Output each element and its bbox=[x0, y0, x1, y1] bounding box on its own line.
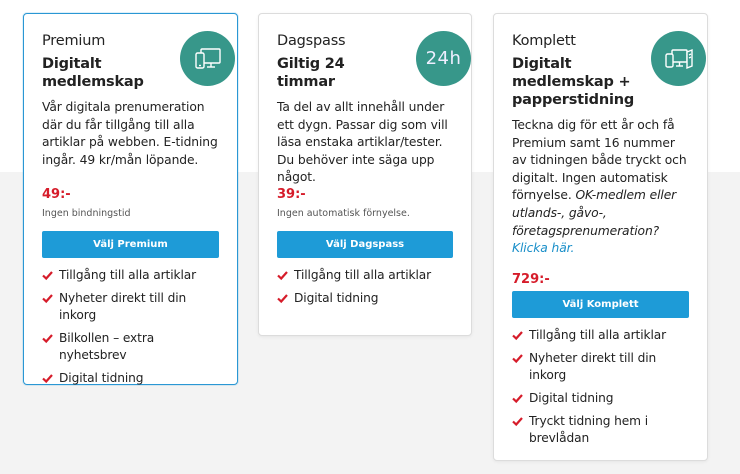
devices-and-paper-icon bbox=[651, 31, 706, 86]
feature-item: Tryckt tidning hem i brevlådan bbox=[512, 413, 689, 447]
feature-item: Digital tidning bbox=[277, 290, 453, 307]
plan-price: 49:- bbox=[42, 187, 71, 202]
choose-dagspass-button[interactable]: Välj Dagspass bbox=[277, 231, 453, 258]
plan-subtitle: Giltig 24 timmar bbox=[277, 56, 345, 90]
plan-subtitle: Digitalt medlemskap bbox=[42, 56, 144, 90]
feature-item: Tillgång till alla artiklar bbox=[277, 267, 453, 284]
feature-item: Tillgång till alla artiklar bbox=[42, 267, 219, 284]
plan-card-dagspass[interactable] bbox=[258, 13, 472, 336]
plan-card-komplett[interactable] bbox=[493, 13, 708, 461]
plan-note: Ingen automatisk förnyelse. bbox=[277, 208, 410, 219]
feature-item: Digital tidning bbox=[42, 370, 219, 387]
check-icon bbox=[42, 270, 53, 281]
plan-name: Premium bbox=[42, 33, 106, 49]
choose-premium-button[interactable]: Välj Premium bbox=[42, 231, 219, 258]
plan-card-premium[interactable] bbox=[23, 13, 238, 385]
feature-item: Tillgång till alla artiklar bbox=[512, 327, 689, 344]
plan-note: Ingen bindningstid bbox=[42, 208, 131, 219]
plan-price: 39:- bbox=[277, 187, 306, 202]
plan-subtitle: Digitalt medlemskap + papperstidning bbox=[512, 56, 635, 108]
check-icon bbox=[42, 293, 53, 304]
plan-price: 729:- bbox=[512, 272, 550, 287]
check-icon bbox=[512, 330, 523, 341]
24h-icon: 24h bbox=[416, 31, 471, 86]
plan-description: Ta del av allt innehåll under ett dygn. Passar dig som vill läsa enstaka artiklar/tester. Du behöver inte säga upp något. bbox=[277, 100, 448, 185]
feature-list bbox=[277, 267, 453, 313]
feature-item: Nyheter direkt till din inkorg bbox=[512, 350, 689, 384]
check-icon bbox=[512, 393, 523, 404]
click-here-link[interactable]: Klicka här. bbox=[512, 241, 575, 256]
plan-name: Dagspass bbox=[277, 33, 346, 49]
digital-devices-icon bbox=[180, 31, 235, 86]
check-icon bbox=[277, 293, 288, 304]
plan-description: Teckna dig för ett år och få Premium samt 16 nummer av tidningen både tryckt och digitalt. Ingen automatisk förnyelse. OK-medlem eller utlands-, gåvo-, företagsprenumeration? Klicka här. bbox=[512, 118, 687, 256]
check-icon bbox=[42, 333, 53, 344]
feature-list bbox=[42, 267, 219, 393]
feature-list bbox=[512, 327, 689, 453]
feature-item: Bilkollen – extra nyhetsbrev bbox=[42, 330, 219, 364]
choose-komplett-button[interactable]: Välj Komplett bbox=[512, 291, 689, 318]
check-icon bbox=[42, 373, 53, 384]
description-italic: OK-medlem eller utlands-, gåvo-, företagsprenumeration? bbox=[512, 188, 677, 238]
check-icon bbox=[277, 270, 288, 281]
plan-name: Komplett bbox=[512, 33, 576, 49]
check-icon bbox=[512, 353, 523, 364]
feature-item: Digital tidning bbox=[512, 390, 689, 407]
feature-item: Nyheter direkt till din inkorg bbox=[42, 290, 219, 324]
check-icon bbox=[512, 416, 523, 427]
plan-description: Vår digitala prenumeration där du får tillgång till alla artiklar på webben. E-tidning ingår. 49 kr/mån löpande. bbox=[42, 100, 218, 167]
